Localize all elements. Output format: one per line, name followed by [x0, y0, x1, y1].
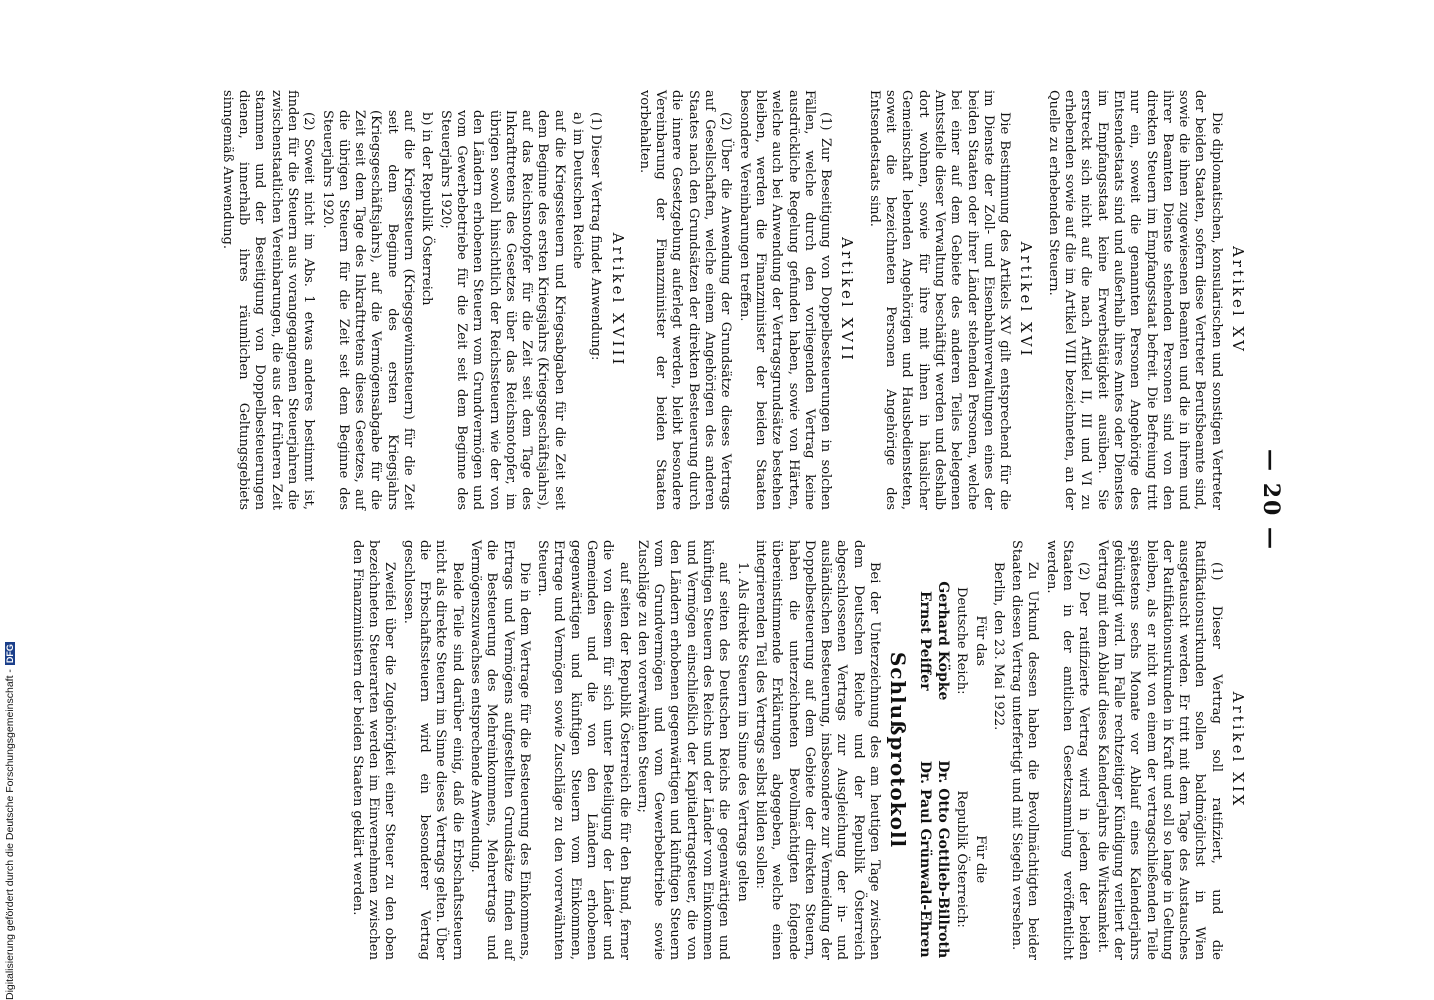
- sig-left-for: Für das: [972, 615, 988, 667]
- digitization-credit: [4, 642, 16, 1000]
- right-column: [347, 540, 1256, 960]
- signatory-peiffer: Ernst Peiffer: [916, 590, 933, 691]
- final-protocol-title: Schlußprotokoll: [886, 651, 911, 849]
- signatory-billroth: Dr. Otto Gottlieb-Billroth: [934, 760, 951, 959]
- witness-clause: Zu Urkund dessen haben die Bevollmächtigten beider Staaten diesen Vertrag unterfertigt und mit Siegeln versehen.: [1009, 540, 1041, 960]
- article-17-para-1: (1) Zur Beseitigung von Doppelbesteuerungen in solchen Fällen, welche durch den vorliegenden Vertrag keine ausdrückliche Regelung gefunden haben, sowie von Härten, welche auch bei Anwendung der Vertragsgrundsätze bestehen bleiben, werden die Finanzminister der beiden Staaten besondere Vereinbarungen treffen.: [736, 90, 834, 510]
- article-15-title: Artikel XV: [1229, 246, 1247, 354]
- article-16-text: Die Bestimmung des Artikels XV gilt entsprechend für die im Dienste der Zoll- und Eisenbahnverwaltungen eines der beiden Staaten oder ihrer Länder stehenden Personen, welche bei einer auf dem Gebiete des anderen Teiles belegenen Amtsstelle dieser Verwaltung beschäftigt werden und deshalb dort wohnen, sowie für ihre mit ihnen in häuslicher Gemeinschaft lebenden Angehörigen und Hausbediensteten, soweit die bezeichneten Personen Angehörige des Entsendestaats sind.: [866, 90, 1013, 510]
- protocol-item-1-para-2: Die in dem Vertrage für die Besteuerung des Einkommens, Ertrags und Vermögens aufgestellten Grundsätze finden auf die Besteuerung des Mehreinkommens, Mehrertrags und Vermögenszuwachses entsprechende Anwendung.: [467, 540, 532, 960]
- protocol-item-1-head: 1. Als direkte Steuern im Sinne des Vertrags gelten: [734, 562, 750, 902]
- protocol-intro: Bei der Unterzeichnung des am heutigen Tage zwischen dem Deutschen Reiche und der Republik Österreich abgeschlossenen Vertrags zur Ausgleichung der in- und ausländischen Besteuerung, insbesondere zur Vermeidung der Doppelbesteuerung auf dem Gebiete der direkten Steuern, haben die unterzeichneten Bevollmächtigten folgende übereinstimmende Erklärungen abgegeben, welche einen integrierenden Teil des Vertrags selbst bilden sollen:: [752, 540, 883, 960]
- page-number: — 20 —: [1258, 449, 1284, 551]
- sig-right-for: Für die: [972, 835, 988, 884]
- article-17-title: Artikel XVII: [838, 237, 857, 363]
- article-19-para-2: (2) Der ratifizierte Vertrag wird in jedem der beiden Staaten in der amtlichen Gesetzsammlung veröffentlicht werden.: [1043, 540, 1092, 960]
- article-16-title: Artikel XVI: [1017, 241, 1036, 359]
- signatory-grunwald: Dr. Paul Grünwald-Ehren: [916, 760, 933, 958]
- signing-date: Berlin, den 23. Mai 1922.: [990, 562, 1006, 731]
- signature-name-row-1: [935, 540, 951, 960]
- left-column: [216, 90, 1256, 510]
- signature-state-row: [953, 540, 969, 960]
- protocol-item-1-para-3: Beide Teile sind darüber einig, daß die Erbschaftssteuern nicht als direkte Steuern im Sinne dieses Vertrags gelten. Über die Erbschaftssteuern wird ein besonderer Vertrag geschlossen.: [400, 540, 465, 960]
- signatory-kopke: Gerhard Köpke: [934, 581, 951, 701]
- sig-left-state: Deutsche Reich:: [954, 587, 970, 695]
- article-18-b-head: b) in der Republik Österreich: [419, 112, 435, 306]
- article-18-para-2: (2) Soweit nicht im Abs. 1 etwas anderes bestimmt ist, finden für die Steuern aus vorangegangenen Steuerjahren die zwischenstaatlichen Vereinbarungen, die aus der früheren Zeit stammen und der Beseitigung von Doppelbesteuerungen dienen, innerhalb ihres räumlichen Geltungsgebiets sinngemäß Anwendung.: [219, 90, 317, 510]
- article-19-para-1: (1) Dieser Vertrag soll ratifiziert, und die Ratifikationsurkunden sollen baldmöglichst in Wien ausgetauscht werden. Er tritt mit dem Tage des Austausches der Ratifikationsurkunden in Kraft und soll so lange in Geltung bleiben, als er nicht von einem der vertragschließenden Teile spätestens sechs Monate vor Ablauf eines Kalenderjahrs gekündigt wird. Im Falle rechtzeitiger Kündigung verliert der Vertrag mit dem Ablauf dieses Kalenderjahrs die Wirksamkeit.: [1094, 540, 1224, 960]
- article-17-para-2: (2) Über die Anwendung der Grundsätze dieses Vertrags auf Gesellschaften, welche einem Angehörigen des anderen Staates nach den Grundsätzen der direkten Besteuerung durch die innere Gesetzgebung auferlegt werden, bleibt besondere Vereinbarung der Finanzminister der beiden Staaten vorbehalten.: [636, 90, 734, 510]
- protocol-item-1-para-4: Zweifel über die Zugehörigkeit einer Steuer zu den oben bezeichneten Steuerarten werden im Einvernehmen zwischen den Finanzministern der beiden Staaten geklärt werden.: [349, 540, 398, 960]
- dfg-logo: DFG: [5, 644, 15, 664]
- protocol-item-1-austria: auf seiten der Republik Österreich die für den Bund, ferner die von diesem für sich unter Beteiligung der Länder und Gemeinden und die von den Ländern erhobenen gegenwärtigen und künftigen Steuern vom Einkommen, Ertrage und Vermögen sowie Zuschläge zu den vorerwähnten Steuern.: [535, 540, 632, 960]
- article-18-b-text: auf die Kriegssteuern (Kriegsgewinnsteuern) für die Zeit seit dem Beginne des ersten Kriegsjahrs (Kriegsgeschäftsjahrs), auf die Vermögensabgabe für die Zeit seit dem Tage des Inkrafttretens dieses Gesetzes, auf die übrigen Steuern für die Zeit seit dem Beginne des Steuerjahrs 1920.: [319, 110, 417, 510]
- article-18-a-head: a) im Deutschen Reiche: [570, 112, 586, 269]
- credit-text: Digitalisierung gefördert durch die Deutsche Forschungsgemeinschaft -: [4, 669, 16, 1000]
- article-18-intro: (1) Dieser Vertrag findet Anwendung:: [588, 112, 604, 361]
- article-18-title: Artikel XVIII: [608, 232, 627, 368]
- article-19-title: Artikel XIX: [1229, 691, 1247, 809]
- protocol-item-1-germany: auf seiten des Deutschen Reichs die gegenwärtigen und künftigen Steuern des Reichs und der Länder vom Einkommen und Vermögen einschließlich der Kapitalertragsteuer, die von den Ländern erhobenen gegenwärtigen und künftigen Steuern vom Grundvermögen und vom Gewerbebetriebe sowie Zuschläge zu den vorerwähnten Steuern;: [634, 540, 732, 960]
- article-18-a-text: auf die Kriegssteuern und Kriegsabgaben für die Zeit seit dem Beginne des ersten Kriegsjahrs (Kriegsgeschäftsjahrs), auf das Reichsnotopfer für die Zeit seit dem Tage des Inkrafttretens des Gesetzes über das Reichsnotopfer, im übrigen sowohl hinsichtlich der Reichssteuern wie der von den Ländern erhobenen Steuern vom Grundvermögen und vom Gewerbebetriebe für die Zeit seit dem Beginne des Steuerjahrs 1920;: [437, 110, 567, 510]
- signature-for-row: [971, 540, 987, 960]
- sig-right-state: Republik Österreich:: [954, 790, 970, 928]
- article-15-text: Die diplomatischen, konsularischen und sonstigen Vertreter der beiden Staaten, sofern diese Vertreter Berufsbeamte sind, sowie die ihnen zugewiesenen Beamten und die in ihrem und ihrer Beamten Dienste stehenden Personen sind von den direkten Steuern im Empfangsstaat befreit. Die Befreiung tritt nur ein, soweit die genannten Personen Angehörige des Entsendestaats sind und außerhalb ihres Amtes oder Dienstes im Empfangsstaat keine Erwerbstätigkeit ausüben. Sie erstreckt sich nicht auf die nach Artikel II, III und VI zu erhebenden sowie auf die im Artikel VIII bezeichneten, an der Quelle zu erhebenden Steuern.: [1045, 90, 1224, 510]
- signature-name-row-2: [916, 540, 932, 960]
